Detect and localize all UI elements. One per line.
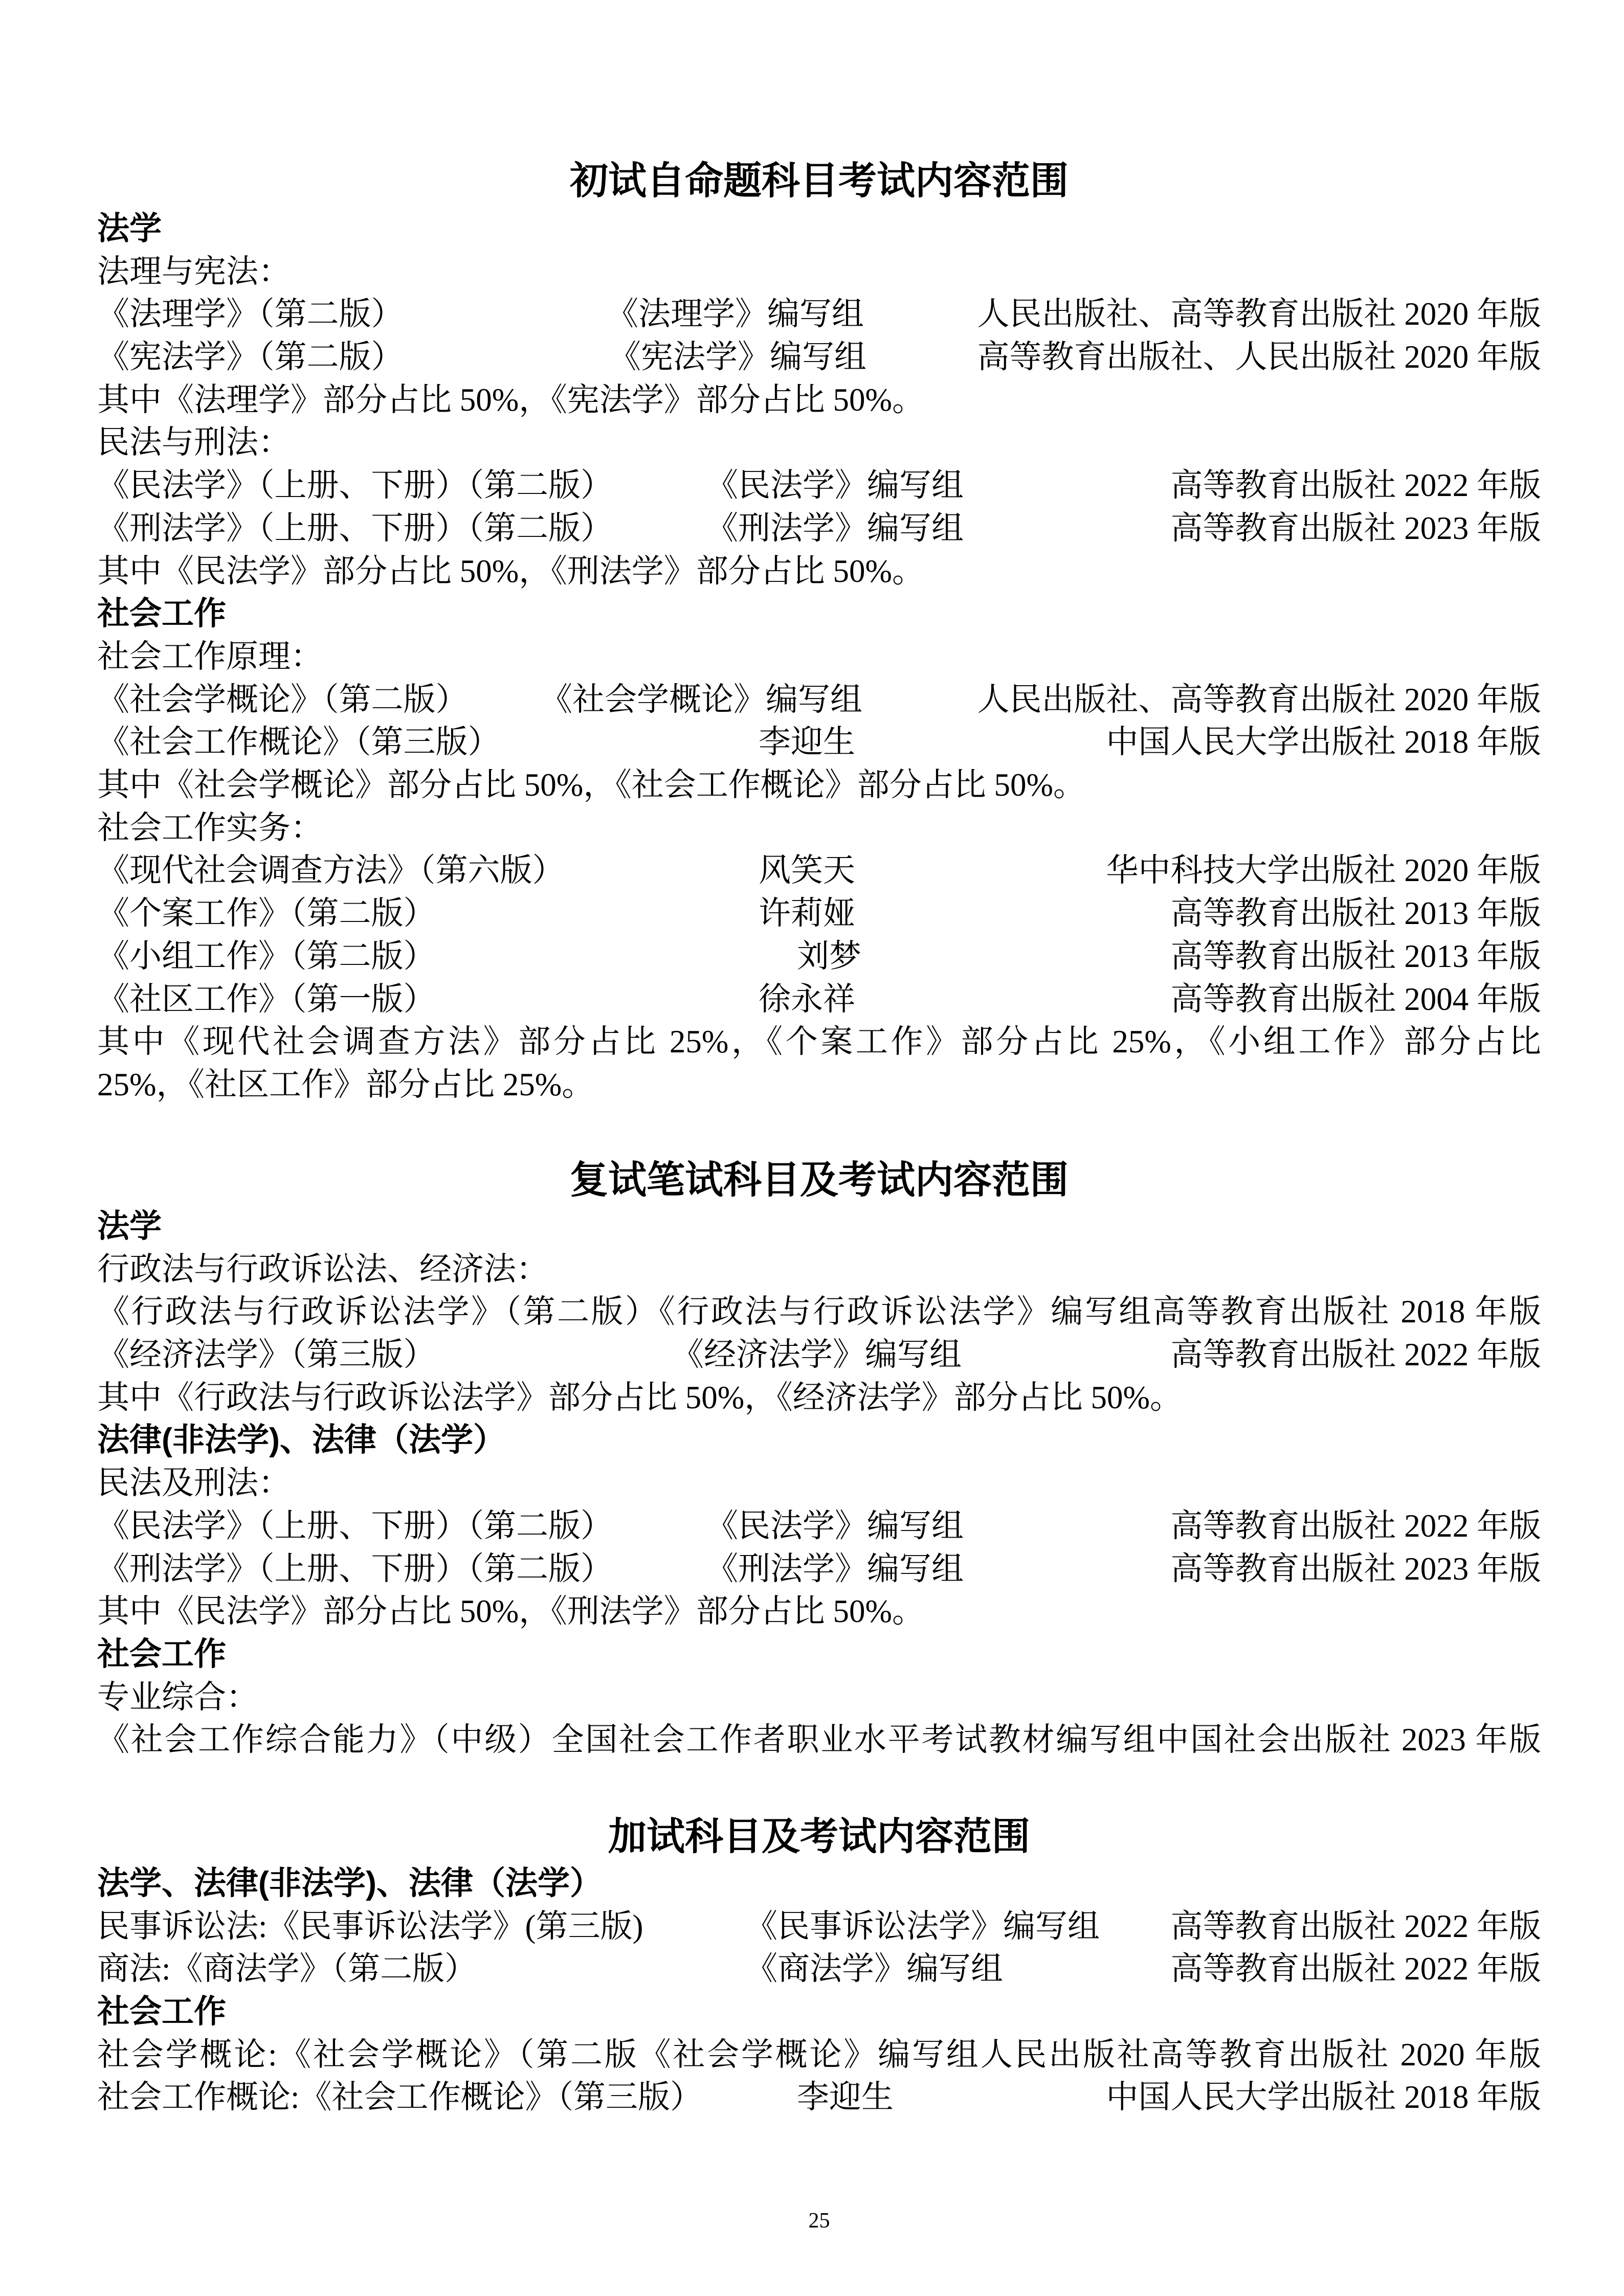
book-publisher: 高等教育出版社 2004 年版: [1170, 981, 1541, 1017]
subject-label: 法理与宪法：: [97, 254, 291, 289]
book-title: 《社会学概论》（第二版: [277, 2037, 639, 2073]
book-citation: [97, 2076, 702, 2119]
book-publisher: 高等教育出版社 2022 年版: [1170, 1908, 1541, 1944]
book-publisher: 中国人民大学出版社 2018 年版: [1106, 724, 1541, 760]
book-title: 《个案工作》（第二版）: [97, 895, 436, 931]
book-line: [97, 1947, 1541, 1990]
group-heading: 法学: [97, 1208, 162, 1244]
group-heading: 法学: [97, 211, 162, 246]
subject-label: 社会工作原理：: [97, 639, 323, 674]
book-line: [97, 1718, 1541, 1761]
book-title: 《民事诉讼法学》(第三版): [267, 1908, 643, 1944]
book-author: 《法理学》编写组: [606, 296, 864, 332]
group-heading: 社会工作: [97, 1994, 226, 2030]
book-line: [97, 1504, 1541, 1547]
book-publisher: 高等教育出版社 2022 年版: [1170, 467, 1541, 503]
group-heading: 社会工作: [97, 1636, 226, 1672]
note-line: 其中《法理学》部分占比 50%，《宪法学》部分占比 50%。: [97, 382, 924, 418]
book-title: 《现代社会调查方法》（第六版）: [97, 852, 565, 888]
book-title: 《宪法学》（第二版）: [97, 339, 404, 375]
book-title: 《社会学概论》（第二版）: [97, 682, 468, 717]
book-line: [97, 2076, 1541, 2119]
book-publisher: 高等教育出版社 2013 年版: [1170, 938, 1541, 974]
note-line: 其中《民法学》部分占比 50%，《刑法学》部分占比 50%。: [97, 553, 924, 589]
note-line: 其中《行政法与行政诉讼法学》部分占比 50%，《经济法学》部分占比 50%。: [97, 1380, 1182, 1415]
book-author: 李迎生: [759, 724, 855, 760]
book-author: 《商法学》编写组: [745, 1951, 1003, 1987]
book-publisher: 华中科技大学出版社 2020 年版: [1106, 852, 1541, 888]
book-publisher: 人民出版社、高等教育出版社 2020 年版: [977, 296, 1541, 332]
book-title: 《刑法学》（上册、下册）（第二版）: [97, 510, 613, 546]
book-author: 《行政法与行政诉讼法学》编写组: [659, 1294, 1153, 1330]
subject-prefix: 民事诉讼法:: [97, 1908, 268, 1944]
book-author: 刘梦: [797, 938, 861, 974]
book-title: 《商法学》（第二版）: [170, 1951, 477, 1987]
book-publisher: 中国人民大学出版社 2018 年版: [1106, 2079, 1541, 2115]
book-line: [97, 292, 1541, 335]
book-author: 风笑天: [759, 852, 855, 888]
book-title: 《民法学》（上册、下册）（第二版）: [97, 467, 613, 503]
book-author: 《宪法学》编写组: [609, 339, 866, 375]
book-line: [97, 335, 1541, 378]
book-line: [97, 678, 1541, 721]
page-number: 25: [808, 2209, 830, 2233]
book-author: 《民法学》编写组: [706, 1508, 964, 1544]
section-title: 复试笔试科目及考试内容范围: [569, 1159, 1069, 1202]
book-line: [97, 464, 1541, 507]
book-author: 《民法学》编写组: [706, 467, 964, 503]
book-citation: [97, 1947, 477, 1990]
book-line: [97, 2033, 1541, 2076]
book-author: 《社会学概论》编写组: [638, 2037, 981, 2073]
book-citation: [97, 1905, 643, 1948]
book-publisher: 中国社会出版社 2023 年版: [1156, 1722, 1541, 1758]
book-title: 《小组工作》（第二版）: [97, 938, 436, 974]
book-author: 李迎生: [797, 2079, 894, 2115]
note-line: 其中《现代社会调查方法》部分占比 25%，《个案工作》部分占比 25%，《小组工作》部分占比: [97, 1024, 1541, 1060]
book-line: [97, 1290, 1541, 1333]
book-publisher: 人民出版社、高等教育出版社 2020 年版: [977, 682, 1541, 717]
book-author: 《社会学概论》编写组: [540, 682, 862, 717]
group-heading: 法律(非法学)、法律（法学）: [97, 1422, 505, 1458]
subject-label: 社会工作实务：: [97, 810, 323, 846]
book-publisher: 高等教育出版社 2013 年版: [1170, 895, 1541, 931]
subject-label: 民法及刑法：: [97, 1465, 291, 1501]
section-title: 初试自命题科目考试内容范围: [569, 160, 1069, 202]
book-title: 《经济法学》（第三版）: [97, 1337, 436, 1372]
subject-label: 行政法与行政诉讼法、经济法：: [97, 1251, 548, 1287]
book-title: 《社区工作》（第一版）: [97, 981, 436, 1017]
book-line: [97, 935, 1541, 978]
book-line: [97, 507, 1541, 550]
book-author: 徐永祥: [759, 981, 855, 1017]
book-author: 《刑法学》编写组: [706, 510, 964, 546]
book-title: 《社会工作概论》（第三版）: [299, 2079, 703, 2115]
book-author: 《经济法学》编写组: [672, 1337, 962, 1372]
book-publisher: 高等教育出版社 2022 年版: [1170, 1337, 1541, 1372]
book-publisher: 高等教育出版社 2022 年版: [1170, 1508, 1541, 1544]
book-author: 《民事诉讼法学》编写组: [745, 1908, 1100, 1944]
subject-label: 民法与刑法：: [97, 424, 291, 460]
book-title: 《刑法学》（上册、下册）（第二版）: [97, 1551, 613, 1587]
subject-prefix: 社会学概论:: [97, 2037, 277, 2073]
book-line: [97, 721, 1541, 763]
group-heading: 法学、法律(非法学)、法律（法学）: [97, 1865, 602, 1901]
book-author: 全国社会工作者职业水平考试教材编写组: [551, 1722, 1157, 1758]
book-publisher: 人民出版社高等教育出版社 2020 年版: [980, 2037, 1541, 2073]
book-publisher: 高等教育出版社 2022 年版: [1170, 1951, 1541, 1987]
book-publisher: 高等教育出版社 2023 年版: [1170, 510, 1541, 546]
book-publisher: 高等教育出版社 2018 年版: [1152, 1294, 1541, 1330]
subject-prefix: 商法:: [97, 1951, 171, 1987]
section-title: 加试科目及考试内容范围: [608, 1816, 1030, 1858]
note-line: 其中《民法学》部分占比 50%，《刑法学》部分占比 50%。: [97, 1593, 924, 1629]
book-author: 许莉娅: [759, 895, 855, 931]
book-publisher: 高等教育出版社 2023 年版: [1170, 1551, 1541, 1587]
subject-label: 专业综合：: [97, 1679, 258, 1715]
book-title: 《法理学》（第二版）: [97, 296, 404, 332]
book-line: [97, 849, 1541, 892]
book-title: 《行政法与行政诉讼法学》（第二版）: [97, 1294, 659, 1330]
book-line: [97, 978, 1541, 1021]
note-line: 25%，《社区工作》部分占比 25%。: [97, 1067, 594, 1102]
group-heading: 社会工作: [97, 596, 226, 632]
book-title: 《社会工作综合能力》（中级）: [97, 1722, 552, 1758]
book-author: 《刑法学》编写组: [706, 1551, 964, 1587]
book-line: [97, 1905, 1541, 1948]
book-publisher: 高等教育出版社、人民出版社 2020 年版: [977, 339, 1541, 375]
book-line: [97, 1547, 1541, 1590]
note-line: 其中《社会学概论》部分占比 50%，《社会工作概论》部分占比 50%。: [97, 767, 1085, 803]
book-line: [97, 1333, 1541, 1376]
subject-prefix: 社会工作概论:: [97, 2079, 300, 2115]
book-title: 《民法学》（上册、下册）（第二版）: [97, 1508, 613, 1544]
book-title: 《社会工作概论》（第三版）: [97, 724, 500, 760]
book-line: [97, 892, 1541, 935]
